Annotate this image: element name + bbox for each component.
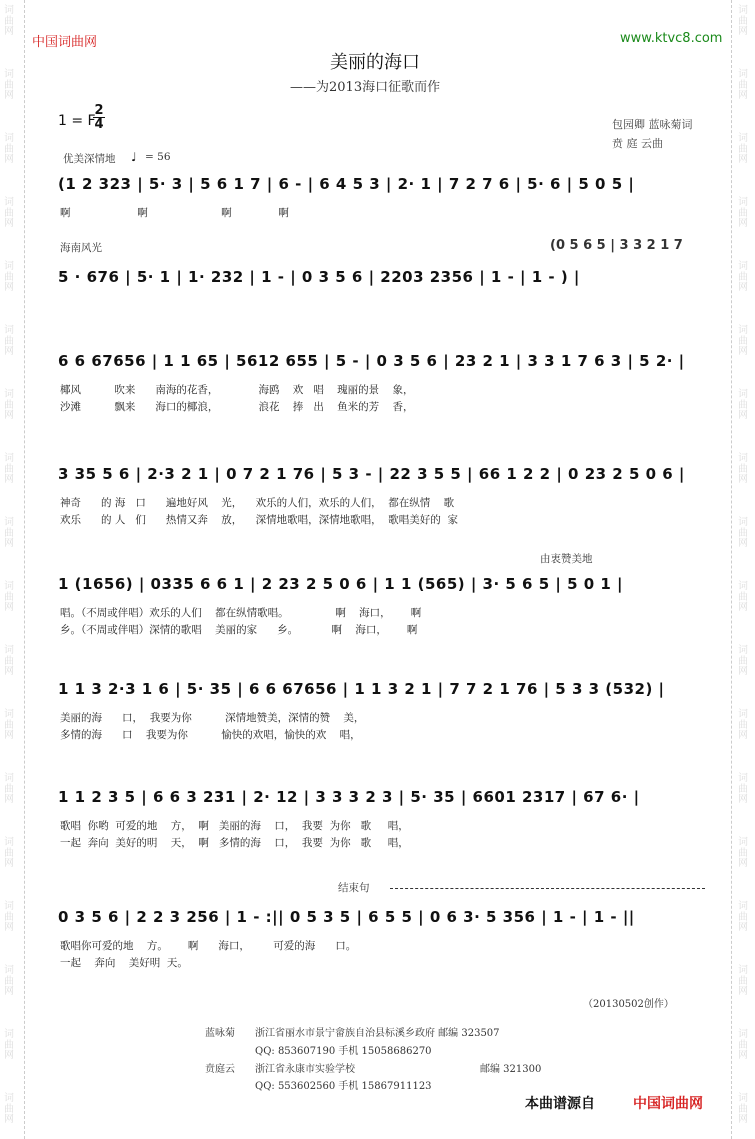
watermark-text: 词曲网 bbox=[4, 5, 14, 37]
notation-line: 5 · 676 | 5· 1 | 1· 232 | 1 - | 0 3 5 6 | 2203 2356 | 1 - | 1 - ) | bbox=[58, 268, 580, 286]
watermark-text: 词曲网 bbox=[738, 901, 748, 933]
lyric-line-verse-2: 一起 奔向 美好的明 天， 啊 多情的海 口， 我要 为你 歌 唱， bbox=[60, 837, 409, 849]
coda-dashed-line bbox=[390, 888, 705, 889]
watermark-text: 词曲网 bbox=[738, 581, 748, 613]
watermark-text: 词曲网 bbox=[738, 325, 748, 357]
watermark-text: 词曲网 bbox=[4, 581, 14, 613]
watermark-text: 词曲网 bbox=[738, 1093, 748, 1125]
watermark-text: 词曲网 bbox=[4, 901, 14, 933]
watermark-text: 词曲网 bbox=[738, 517, 748, 549]
watermark-text: 词曲网 bbox=[738, 773, 748, 805]
tempo-marking: 优美深情地 bbox=[63, 153, 116, 165]
watermark-text: 词曲网 bbox=[738, 1029, 748, 1061]
watermark-text: 词曲网 bbox=[4, 197, 14, 229]
section-marker: 结束句 bbox=[338, 882, 370, 894]
watermark-text: 词曲网 bbox=[4, 645, 14, 677]
lyric-line-verse-1: 歌唱 你哟 可爱的地 方， 啊 美丽的海 口， 我要 为你 歌 唱， bbox=[60, 820, 409, 832]
composition-date: （20130502创作） bbox=[583, 999, 674, 1010]
lyric-line-verse-1: 歌唱你可爱的地 方。 啊 海口， 可爱的海 口。 bbox=[60, 940, 357, 952]
watermark-text: 词曲网 bbox=[738, 645, 748, 677]
contact-1-name: 蓝咏菊 bbox=[205, 1028, 235, 1039]
watermark-text: 词曲网 bbox=[4, 69, 14, 101]
lyric-line-verse-1: 美丽的海 口， 我要为你 深情地赞美，深情的赞 美， bbox=[60, 712, 365, 724]
lyric-line-verse-2: 乡。（不周或伴唱）深情的歌唱 美丽的家 乡。 啊 海口， 啊 bbox=[60, 624, 418, 636]
watermark-text: 词曲网 bbox=[4, 837, 14, 869]
source-label: 本曲谱源自 bbox=[525, 1096, 595, 1112]
lyric-line-verse-2: 多情的海 口 我要为你 愉快的欢唱，愉快的欢 唱， bbox=[60, 729, 361, 741]
site-name-left[interactable]: 中国词曲网 bbox=[32, 35, 98, 50]
quarter-note-icon: ♩ bbox=[131, 150, 137, 164]
pickup-notes: (0 5 6 5 | 3 3 2 1 7 bbox=[550, 238, 683, 253]
lyric-line-verse-1: 唱。（不周或伴唱）欢乐的人们 都在纵情歌唱。 啊 海口， 啊 bbox=[60, 607, 422, 619]
watermark-text: 词曲网 bbox=[4, 773, 14, 805]
site-url-right[interactable]: www.ktvc8.com bbox=[620, 31, 723, 46]
expression-marking: 由衷赞美地 bbox=[540, 553, 593, 565]
tempo-value: = 56 bbox=[145, 151, 171, 163]
section-marker: 海南风光 bbox=[60, 242, 102, 254]
contact-1-phone: QQ: 853607190 手机 15058686270 bbox=[255, 1046, 432, 1057]
notation-line: (1 2 323 | 5· 3 | 5 6 1 7 | 6 - | 6 4 5 3 | 2· 1 | 7 2 7 6 | 5· 6 | 5 0 5 | bbox=[58, 175, 635, 193]
watermark-text: 词曲网 bbox=[738, 261, 748, 293]
watermark-text: 词曲网 bbox=[4, 325, 14, 357]
notation-line: 1 1 3 2·3 1 6 | 5· 35 | 6 6 67656 | 1 1 3 2 1 | 7 7 2 1 76 | 5 3 3 (532) | bbox=[58, 680, 665, 698]
right-border-rule bbox=[731, 0, 732, 1139]
notation-line: 6 6 67656 | 1 1 65 | 5612 655 | 5 - | 0 3 5 6 | 23 2 1 | 3 3 1 7 6 3 | 5 2· | bbox=[58, 352, 685, 370]
lyric-line-verse-2: 沙滩 飘来 海口的椰浪， 浪花 捧 出 鱼米的芳 香， bbox=[60, 401, 414, 413]
watermark-text: 词曲网 bbox=[4, 389, 14, 421]
notation-line: 1 1 2 3 5 | 6 6 3 231 | 2· 12 | 3 3 3 2 3 | 5· 35 | 6601 2317 | 67 6· | bbox=[58, 788, 640, 806]
lyric-line-verse-2: 一起 奔向 美好明 天。 bbox=[60, 957, 188, 969]
watermark-text: 词曲网 bbox=[738, 965, 748, 997]
watermark-text: 词曲网 bbox=[4, 453, 14, 485]
watermark-text: 词曲网 bbox=[738, 197, 748, 229]
composer-credit: 贲 庭 云曲 bbox=[612, 137, 663, 150]
lyric-line-verse-1: 椰风 吹来 南海的花香， 海鸥 欢 唱 瑰丽的景 象， bbox=[60, 384, 414, 396]
watermark-text: 词曲网 bbox=[738, 709, 748, 741]
left-border-rule bbox=[24, 0, 25, 1139]
notation-line: 1 (1656) | 0335 6 6 1 | 2 23 2 5 0 6 | 1 1 (565) | 3· 5 6 5 | 5 0 1 | bbox=[58, 575, 624, 593]
song-title: 美丽的海口 bbox=[330, 52, 420, 73]
watermark-text: 词曲网 bbox=[4, 1093, 14, 1125]
lyric-line-verse-1: 啊 啊 啊 啊 bbox=[60, 207, 289, 219]
watermark-text: 词曲网 bbox=[738, 69, 748, 101]
watermark-text: 词曲网 bbox=[738, 837, 748, 869]
key-signature: 1 = F bbox=[58, 113, 96, 129]
contact-2-name: 贲庭云 bbox=[205, 1064, 235, 1075]
lyric-line-verse-1: 神奇 的 海 口 遍地好风 光， 欢乐的人们，欢乐的人们， 都在纵情 歌 bbox=[60, 497, 455, 509]
lyric-line-verse-2: 欢乐 的 人 们 热情又奔 放， 深情地歌唱，深情地歌唱， 歌唱美好的 家 bbox=[60, 514, 458, 526]
watermark-text: 词曲网 bbox=[4, 517, 14, 549]
contact-2-phone: QQ: 553602560 手机 15867911123 bbox=[255, 1081, 432, 1092]
watermark-text: 词曲网 bbox=[4, 133, 14, 165]
watermark-text: 词曲网 bbox=[738, 389, 748, 421]
contact-2-zip: 邮编 321300 bbox=[480, 1064, 542, 1075]
time-signature: 2 4 bbox=[94, 103, 104, 132]
watermark-text: 词曲网 bbox=[4, 709, 14, 741]
watermark-text: 词曲网 bbox=[738, 133, 748, 165]
contact-2-address: 浙江省永康市实验学校 bbox=[255, 1064, 355, 1075]
source-site-link[interactable]: 中国词曲网 bbox=[633, 1096, 703, 1112]
watermark-text: 词曲网 bbox=[4, 1029, 14, 1061]
lyricist-credit: 包园卿 蓝咏菊词 bbox=[612, 118, 693, 131]
watermark-text: 词曲网 bbox=[4, 965, 14, 997]
watermark-text: 词曲网 bbox=[4, 261, 14, 293]
notation-line: 3 35 5 6 | 2·3 2 1 | 0 7 2 1 76 | 5 3 - | 22 3 5 5 | 66 1 2 2 | 0 23 2 5 0 6 | bbox=[58, 465, 685, 483]
song-subtitle: ——为2013海口征歌而作 bbox=[290, 80, 441, 95]
watermark-text: 词曲网 bbox=[738, 5, 748, 37]
contact-1-address: 浙江省丽水市景宁畲族自治县标溪乡政府 邮编 323507 bbox=[255, 1028, 500, 1039]
watermark-text: 词曲网 bbox=[738, 453, 748, 485]
notation-line: 0 3 5 6 | 2 2 3 256 | 1 - :|| 0 5 3 5 | 6 5 5 | 0 6 3· 5 356 | 1 - | 1 - || bbox=[58, 908, 635, 926]
